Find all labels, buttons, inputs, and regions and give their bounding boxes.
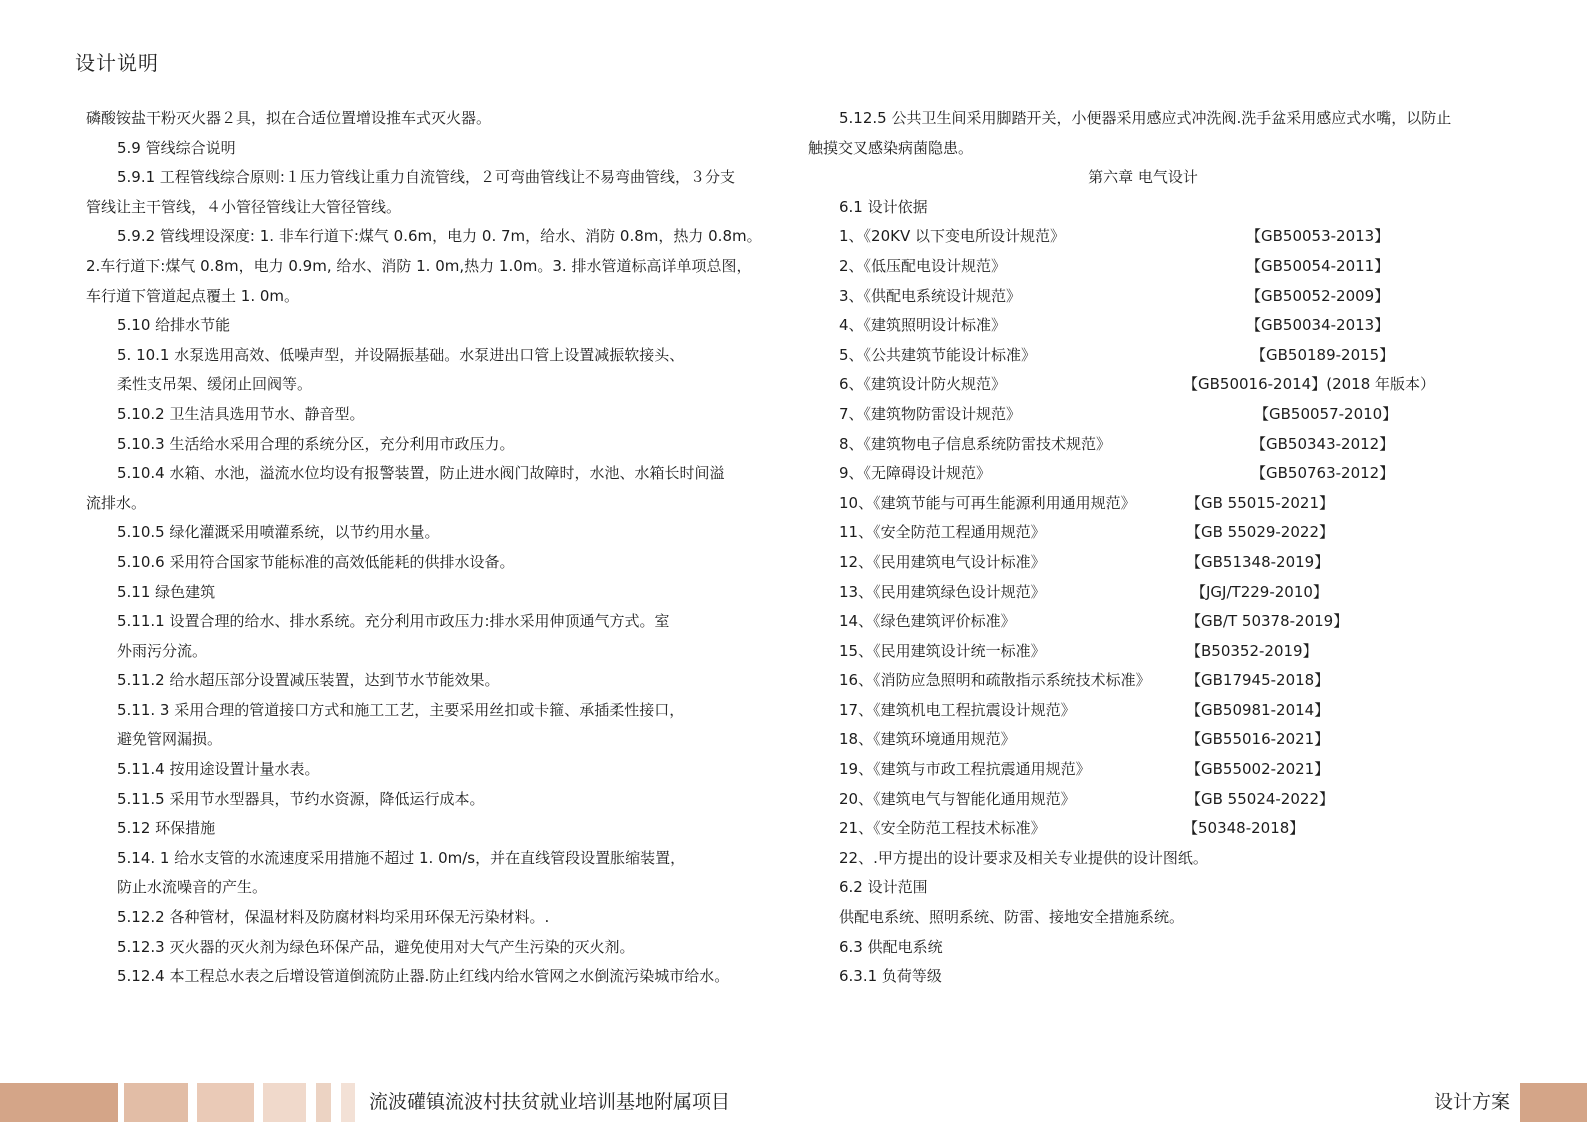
reference-code: 【GB 55015-2021】: [1186, 493, 1334, 512]
reference-code: 【GB50034-2013】: [1246, 316, 1390, 335]
reference-name: 19、《建筑与市政工程抗震通用规范》: [839, 760, 1091, 779]
text-line: 5.9.2 管线埋设深度: 1. 非车行道下:煤气 0.6m，电力 0. 7m，给水、消防 0.8m，热力 0.8m。: [117, 227, 762, 246]
footer-project-title: 流波礶镇流波村扶贫就业培训基地附属项目: [369, 1091, 731, 1113]
reference-name: 13、《民用建筑绿色设计规范》: [839, 582, 1046, 601]
reference-name: 2、《低压配电设计规范》: [839, 256, 1007, 275]
text-line: 5.11.5 采用节水型器具，节约水资源，降低运行成本。: [117, 789, 485, 808]
footer-bar: [1520, 1083, 1587, 1122]
reference-code: 【B50352-2019】: [1186, 641, 1318, 660]
text-line: 5.9.1 工程管线综合原则:１压力管线让重力自流管线，２可弯曲管线让不易弯曲管线，３分支: [117, 168, 735, 187]
reference-name: 12、《民用建筑电气设计标准》: [839, 552, 1046, 571]
reference-name: 21、《安全防范工程技术标准》: [839, 819, 1046, 838]
text-line: 5.12.5 公共卫生间采用脚踏开关，小便器采用感应式冲洗阀.洗手盆采用感应式水嘴，以防止: [839, 109, 1452, 127]
reference-row: [808, 725, 1508, 755]
reference-name: 14、《绿色建筑评价标准》: [839, 612, 1016, 631]
reference-row: [808, 222, 1508, 252]
reference-row: [808, 459, 1508, 489]
text-line: 5.10.5 绿化灌溉采用喷灌系统，以节约用水量。: [117, 523, 440, 542]
reference-name: 6、《建筑设计防火规范》: [839, 375, 1007, 394]
text-line: 5.12.3 灭火器的灭火剂为绿色环保产品，避免使用对大气产生污染的灭火剂。: [117, 937, 635, 956]
reference-code: 【GB50016-2014】(2018 年版本）: [1183, 375, 1436, 394]
text-line: 车行道下管道起点覆土 1. 0m。: [86, 286, 300, 305]
text-line: 5.12.4 本工程总水表之后增设管道倒流防止器.防止红线内给水管网之水倒流污染城市给水。: [117, 967, 730, 986]
text-line: 6.3 供配电系统: [839, 937, 943, 956]
reference-row: [808, 311, 1508, 341]
footer-bar: [197, 1083, 254, 1122]
text-line: 6.2 设计范围: [839, 878, 928, 897]
reference-name: 9、《无障碍设计规范》: [839, 464, 992, 483]
reference-row: [808, 666, 1508, 696]
reference-code: 【GB 55029-2022】: [1186, 523, 1334, 542]
section-heading: 6.1 设计依据: [839, 197, 928, 216]
text-line: 5.11.1 设置合理的给水、排水系统。充分利用市政压力:排水采用伸顶通气方式。室: [117, 612, 670, 631]
reference-code: 【GB50343-2012】: [1251, 434, 1395, 453]
reference-code: 【GB50054-2011】: [1246, 256, 1390, 275]
reference-name: 17、《建筑机电工程抗震设计规范》: [839, 700, 1076, 719]
footer-bar: [341, 1083, 355, 1122]
text-line: 22、.甲方提出的设计要求及相关专业提供的设计图纸。: [839, 848, 1208, 867]
text-line: 5.10.4 水箱、水池，溢流水位均设有报警装置，防止进水阀门故障时，水池、水箱长时间溢: [117, 464, 725, 483]
text-line: 柔性支吊架、缓闭止回阀等。: [117, 375, 313, 394]
text-line: 防止水流噪音的产生。: [117, 878, 268, 897]
reference-code: 【GB55016-2021】: [1186, 730, 1330, 749]
text-line: 5.10.6 采用符合国家节能标准的高效低能耗的供排水设备。: [117, 552, 515, 571]
text-line: 5.10.2 卫生洁具选用节水、静音型。: [117, 404, 365, 423]
reference-row: [808, 637, 1508, 667]
reference-code: 【GB50052-2009】: [1246, 286, 1390, 305]
text-line: 供配电系统、照明系统、防雷、接地安全措施系统。: [839, 908, 1185, 927]
text-line: 磷酸铵盐干粉灭火器２具，拟在合适位置增设推车式灭火器。: [86, 109, 492, 127]
reference-name: 10、《建筑节能与可再生能源利用通用规范》: [839, 493, 1136, 512]
reference-row: [808, 370, 1508, 400]
reference-name: 3、《供配电系统设计规范》: [839, 286, 1022, 305]
reference-name: 11、《安全防范工程通用规范》: [839, 523, 1046, 542]
right-text-column: [808, 104, 1508, 992]
text-line: 触摸交叉感染病菌隐患。: [808, 138, 974, 157]
text-line: 5.9 管线综合说明: [117, 138, 236, 157]
footer-bar: [263, 1083, 306, 1122]
reference-code: 【GB50189-2015】: [1251, 345, 1395, 364]
reference-name: 4、《建筑照明设计标准》: [839, 316, 1007, 335]
reference-name: 7、《建筑物防雷设计规范》: [839, 404, 1022, 423]
reference-row: [808, 282, 1508, 312]
footer-bar: [316, 1083, 331, 1122]
text-line: 5.12.2 各种管材，保温材料及防腐材料均采用环保无污染材料。.: [117, 908, 550, 927]
reference-code: 【50348-2018】: [1183, 819, 1305, 838]
text-line: 5.12 环保措施: [117, 819, 216, 838]
reference-code: 【GB17945-2018】: [1186, 671, 1330, 690]
text-line: 外雨污分流。: [117, 641, 208, 660]
reference-code: 【GB51348-2019】: [1186, 552, 1330, 571]
reference-row: [808, 755, 1508, 785]
reference-name: 1、《20KV 以下变电所设计规范》: [839, 227, 1065, 246]
reference-row: [808, 578, 1508, 608]
reference-row: [808, 400, 1508, 430]
left-text-column: [86, 104, 786, 992]
reference-name: 16、《消防应急照明和疏散指示系统技术标准》: [839, 671, 1151, 690]
reference-code: 【JGJ/T229-2010】: [1191, 582, 1328, 601]
reference-row: [808, 518, 1508, 548]
reference-code: 【GB50057-2010】: [1254, 404, 1398, 423]
reference-name: 5、《公共建筑节能设计标准》: [839, 345, 1037, 364]
reference-code: 【GB55002-2021】: [1186, 760, 1330, 779]
reference-code: 【GB/T 50378-2019】: [1186, 612, 1349, 631]
text-line: 5. 10.1 水泵选用高效、低噪声型，并设隔振基础。水泵进出口管上设置减振软接头、: [117, 345, 685, 364]
text-line: 6.3.1 负荷等级: [839, 967, 942, 986]
reference-name: 18、《建筑环境通用规范》: [839, 730, 1016, 749]
reference-name: 15、《民用建筑设计统一标准》: [839, 641, 1046, 660]
text-line: 5.10.3 生活给水采用合理的系统分区，充分利用市政压力。: [117, 434, 515, 453]
text-line: 5.10 给排水节能: [117, 316, 231, 335]
reference-row: [808, 814, 1508, 844]
reference-code: 【GB50763-2012】: [1251, 464, 1395, 483]
text-line: 避免管网漏损。: [117, 730, 223, 749]
text-line: 5.11.4 按用途设置计量水表。: [117, 760, 320, 779]
text-line: 5.11.2 给水超压部分设置减压装置，达到节水节能效果。: [117, 671, 500, 690]
reference-row: [808, 548, 1508, 578]
reference-row: [808, 785, 1508, 815]
reference-row: [808, 252, 1508, 282]
reference-code: 【GB 55024-2022】: [1186, 789, 1334, 808]
text-line: 5.11. 3 采用合理的管道接口方式和施工工艺，主要采用丝扣或卡箍、承插柔性接口，: [117, 700, 685, 719]
footer-bar: [124, 1083, 188, 1122]
text-line: 流排水。: [86, 493, 147, 512]
reference-row: [808, 341, 1508, 371]
reference-row: [808, 489, 1508, 519]
reference-code: 【GB50053-2013】: [1246, 227, 1390, 246]
reference-row: [808, 696, 1508, 726]
text-line: 5.11 绿色建筑: [117, 582, 216, 601]
text-line: 管线让主干管线，４小管径管线让大管径管线。: [86, 197, 402, 216]
footer-section-label: 设计方案: [1434, 1091, 1511, 1113]
reference-name: 20、《建筑电气与智能化通用规范》: [839, 789, 1076, 808]
text-line: 5.14. 1 给水支管的水流速度采用措施不超过 1. 0m/s，并在直线管段设置胀缩装置，: [117, 848, 686, 867]
reference-row: [808, 607, 1508, 637]
reference-code: 【GB50981-2014】: [1186, 700, 1330, 719]
text-line: 2.车行道下:煤气 0.8m，电力 0.9m, 给水、消防 1. 0m,热力 1.0m。3. 排水管道标高详单项总图，: [86, 256, 752, 275]
chapter-title: 第六章 电气设计: [1088, 168, 1198, 187]
reference-name: 8、《建筑物电子信息系统防雷技术规范》: [839, 434, 1112, 453]
page-title: 设计说明: [75, 51, 159, 75]
reference-row: [808, 430, 1508, 460]
footer-bar: [0, 1083, 118, 1122]
